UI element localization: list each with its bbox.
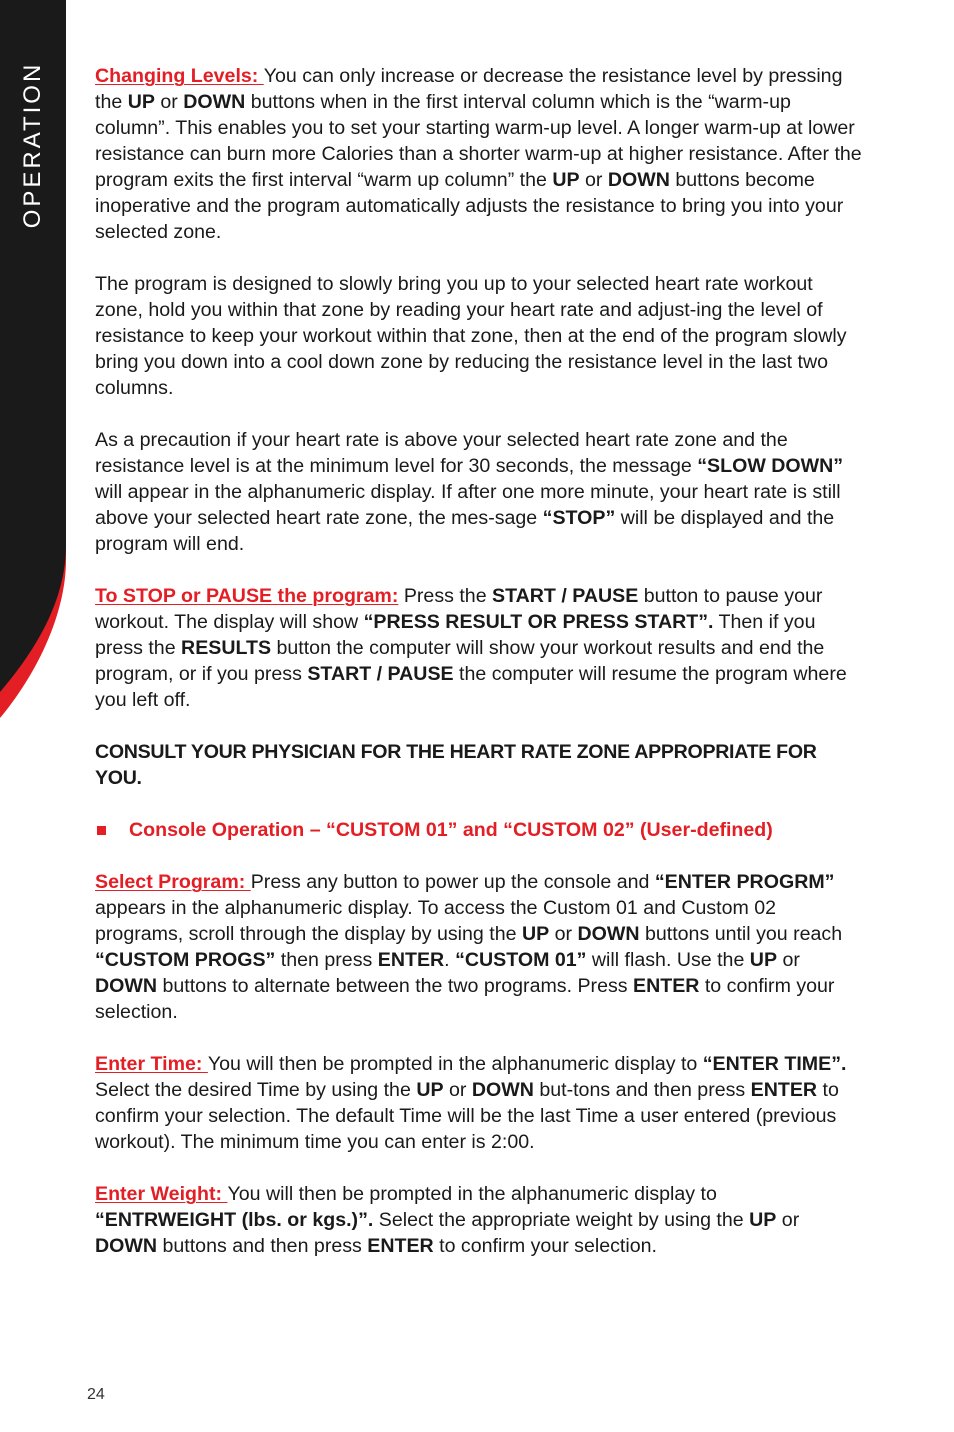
bold-text: ENTER [367,1235,434,1257]
bold-text: DOWN [95,975,158,997]
text: will appear in the alphanumeric display. If after one more minute, your heart rate is still above your selected heart rate zone, the mes-sage [95,481,841,529]
bold-text: UP [127,91,155,113]
text: to confirm your selection. [95,975,835,1023]
lead-enter-weight: Enter Weight: [95,1183,228,1205]
text: to confirm your selection. [433,1235,657,1257]
page-number: 24 [87,1386,105,1403]
section-side-tab [0,0,66,720]
text: Select the desired Time by using the [95,1079,417,1101]
bold-text: START / PAUSE [307,663,454,685]
text: to confirm your selection. The default Time will be the last Time a user entered (previous workout). The minimum time you can enter is 2:00. [95,1079,839,1153]
paragraph-enter-weight [95,1181,863,1259]
text: appears in the alphanumeric display. To access the Custom 01 and Custom 02 programs, scroll through the display by using the [95,897,777,945]
bold-text: RESULTS [181,637,272,659]
bold-text: “CUSTOM 01” [455,949,587,971]
console-operation-heading [95,817,863,843]
lead-enter-time: Enter Time: [95,1053,208,1075]
bold-text: DOWN [183,91,246,113]
console-operation-heading-text: Console Operation – “CUSTOM 01” and “CUSTOM 02” (User-defined) [129,819,773,841]
bold-text: “ENTRWEIGHT (lbs. or kgs.)”. [95,1209,374,1231]
text: button the computer will show your workout results and end the program, or if you press [95,637,825,685]
bold-text: START / PAUSE [492,585,639,607]
paragraph-program-design: The program is designed to slowly bring you up to your selected heart rate workout zone, hold you within that zone by reading your heart rate and adjust-ing the level of resistance to keep your workout within that zone, then at the end of the program slowly bring you down into a cool down zone by reducing the resistance level in the last two columns. [95,273,847,399]
text: or [549,923,578,945]
side-tab-label: OPERATION [19,61,46,229]
text: As a precaution if your heart rate is above your selected heart rate zone and the resistance level is at the minimum level for 30 seconds, the message [95,429,788,477]
text: or [777,949,800,971]
bold-text: “SLOW DOWN” [697,455,844,477]
bold-text: ENTER [750,1079,818,1101]
bold-text: “ENTER PROGRM” [654,871,835,893]
paragraph-enter-time [95,1051,863,1155]
text: Then if you press the [95,611,816,659]
paragraph-precaution [95,427,863,557]
text: . [444,949,456,971]
text: buttons to alternate between the two programs. Press [157,975,633,997]
text: Press any button to power up the console and [250,871,655,893]
text: Select the appropriate weight by using the [373,1209,750,1231]
lead-stop-pause: To STOP or PAUSE the program: [95,585,399,607]
text: the computer will resume the program where you left off. [95,663,847,711]
text: buttons and then press [157,1235,368,1257]
bold-text: DOWN [95,1235,158,1257]
page-body [95,63,863,1285]
text: Press the [398,585,493,607]
bold-text: “PRESS RESULT OR PRESS START”. [363,611,714,633]
lead-changing-levels: Changing Levels: [95,65,264,87]
text: or [579,169,608,191]
bold-text: DOWN [471,1079,534,1101]
paragraph-stop-pause [95,583,863,713]
text: You will then be prompted in the alphanumeric display to [207,1053,703,1075]
text: or [776,1209,800,1231]
bold-text: ENTER [377,949,445,971]
text: or [443,1079,472,1101]
text: buttons when in the first interval column which is the “warm-up column”. This enables you to set your starting warm-up level. A longer warm-up at lower resistance can burn more Calories than a shorter warm-up at higher resistance. After the program exits the first interval “warm up column” the [95,91,862,191]
bold-text: “CUSTOM PROGS” [95,949,276,971]
text: then press [275,949,378,971]
bold-text: UP [749,949,778,971]
paragraph-changing-levels [95,63,863,245]
bold-text: UP [416,1079,444,1101]
text: but-tons and then press [533,1079,751,1101]
text: will be displayed and the program will end. [95,507,835,555]
text: You can only increase or decrease the resistance level by pressing the [95,65,843,113]
paragraph-consult-physician: CONSULT YOUR PHYSICIAN FOR THE HEART RATE ZONE APPROPRIATE FOR YOU. [95,741,817,789]
bold-text: “STOP” [542,507,616,529]
bold-text: DOWN [607,169,670,191]
text: or [154,91,184,113]
text: button to pause your workout. The display will show [95,585,823,633]
bold-text: UP [749,1209,777,1231]
text: buttons until you reach [639,923,843,945]
text: will flash. Use the [586,949,750,971]
square-bullet-icon [97,826,106,835]
lead-select-program: Select Program: [95,871,251,893]
bold-text: UP [552,169,580,191]
text: You will then be prompted in the alphanumeric display to [227,1183,717,1205]
text: buttons become inoperative and the program automatically adjusts the resistance to bring you into your selected zone. [95,169,844,243]
bold-text: UP [521,923,550,945]
paragraph-select-program [95,869,863,1025]
bold-text: DOWN [577,923,640,945]
bold-text: “ENTER TIME”. [702,1053,847,1075]
bold-text: ENTER [633,975,700,997]
